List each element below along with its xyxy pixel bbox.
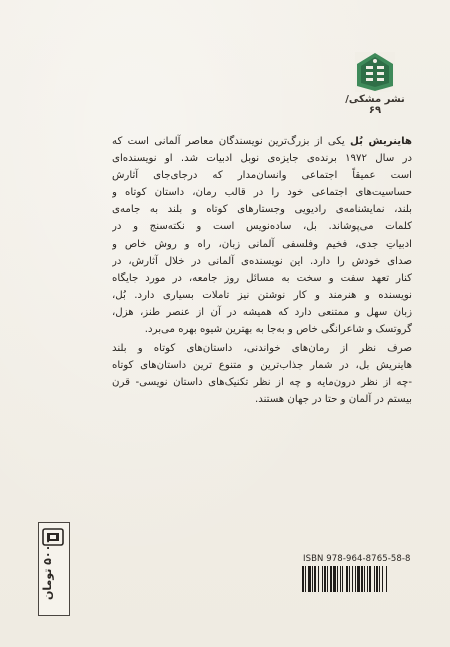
price-label: ۵۰۰۰ تومان [41, 537, 54, 600]
text-line: کلمات می‌پوشاند. بل، ساده‌نویس است و نکته‌سنج و در [112, 221, 412, 233]
text-line [112, 133, 412, 150]
text-line: حساسیت‌های اجتماعی خود را در قالب رمان، داستان کوتاه و [112, 187, 412, 199]
isbn-label: ISBN 978-964-8765-58-8 [303, 554, 411, 564]
blurb-text [112, 133, 412, 409]
paragraph-2 [112, 340, 412, 408]
series-label: نشر مشکی/۶۹ [345, 94, 405, 116]
text-line: نویسنده و هنرمند و کار نوشتن نیز تاملات بسیاری دارد. بُل، [112, 289, 412, 301]
text-line: بلند، نمایشنامه‌ی رادیویی وجستارهای کوتاه و بلند به جامه‌ی [112, 204, 412, 216]
publisher-logo-icon [355, 52, 395, 92]
text-line: صدای خودش را دارد. این نویسنده‌ی آلمانی در خلال آثارش، در [112, 255, 412, 267]
text-line: -چه از نظر درون‌مایه و چه از نظر تکنیک‌های داستان نویسی- قرن [112, 377, 412, 389]
paragraph-1 [112, 133, 412, 338]
text-line: گروتسک و شاعرانگی خاص و به‌جا به بهترین شیوه بهره می‌برد. [144, 324, 412, 336]
text-line: کنار تعهد سفت و سخت به مسائل روز جامعه، در مورد جایگاه [112, 272, 412, 284]
text-line: بیستم در آلمان و حتا در جهان هستند. [254, 394, 412, 406]
text-line: ادبیاتِ جدی، فخیم وفلسفی آلمانی زبان، راه و روش خاص و [112, 238, 412, 250]
text-line: زبان سهل و ممتنعی دارد که همیشه در آن از عنصر طنز، هزل، [112, 306, 412, 318]
text-line: صرف نظر از رمان‌های خواندنی، داستان‌های کوتاه و بلند [112, 343, 412, 355]
text-line: است عمیقاً اجتماعی وانسان‌مدار که درجای‌جای آثارش [112, 170, 412, 182]
barcode [302, 566, 420, 592]
text-line: در سال ۱۹۷۲ برنده‌ی جایزه‌ی نوبل ادبیات شد. او نویسنده‌ای [112, 153, 412, 165]
author-name: هاینریش بُل [350, 136, 412, 147]
text-line: هاینریش بل، در شمار جذاب‌ترین و متنوع ترین داستان‌های کوتاه [112, 360, 412, 372]
text-fragment: یکی از بزرگ‌ترین نویسندگان معاصر آلمانی است که [112, 136, 351, 147]
